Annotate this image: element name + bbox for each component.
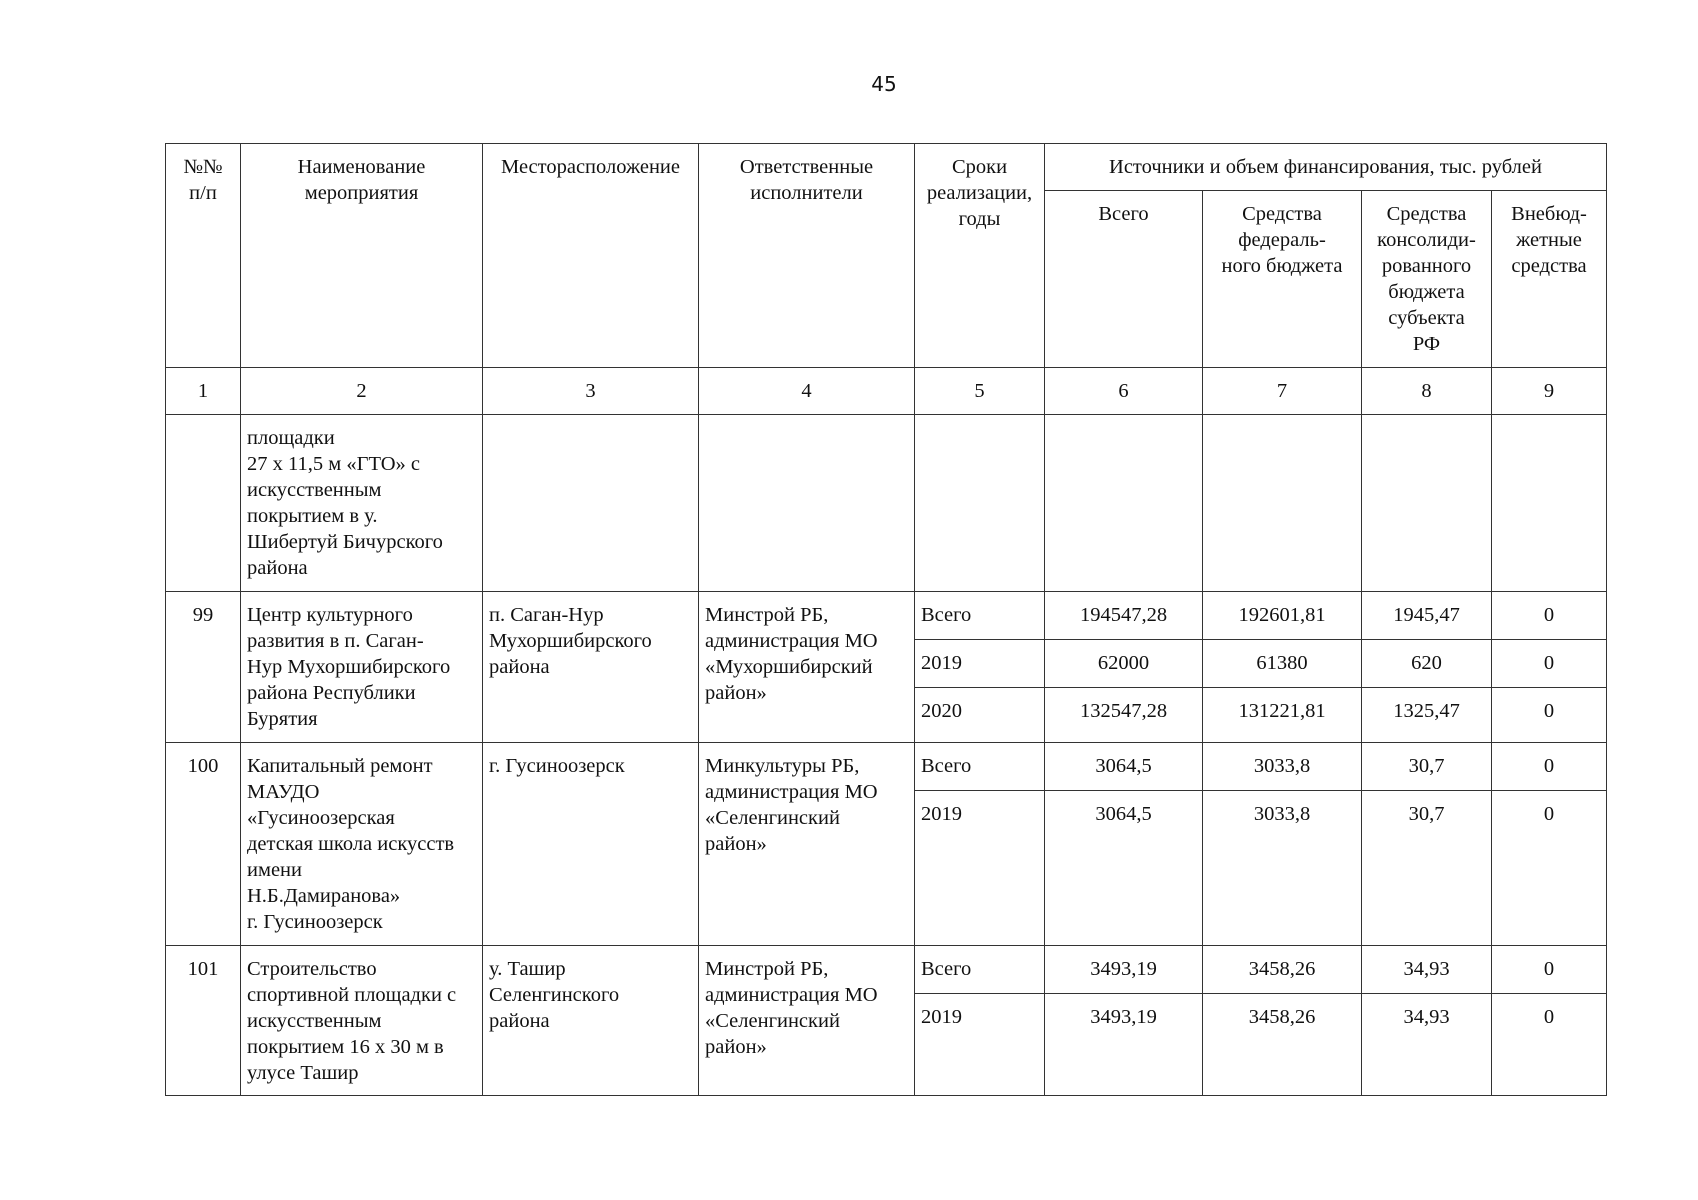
row-period: 2019 (915, 791, 1045, 946)
cell-empty (1362, 415, 1492, 592)
row-location: г. Гусиноозерск (483, 743, 699, 946)
column-number: 9 (1492, 368, 1607, 415)
row-regional: 30,7 (1362, 743, 1492, 791)
table-row (166, 743, 1607, 791)
header-location: Месторасположение (483, 144, 699, 368)
financing-table (165, 143, 1607, 1096)
header-periods: Сроки реализации, годы (915, 144, 1045, 368)
cell-empty (166, 415, 241, 592)
row-executors: Минстрой РБ, администрация МО «Селенгинский район» (699, 946, 915, 1096)
header-total: Всего (1045, 191, 1203, 368)
header-executors: Ответственные исполнители (699, 144, 915, 368)
row-total: 3493,19 (1045, 994, 1203, 1096)
row-extra: 0 (1492, 592, 1607, 640)
row-regional: 34,93 (1362, 946, 1492, 994)
column-number: 7 (1203, 368, 1362, 415)
column-number: 4 (699, 368, 915, 415)
row-extra: 0 (1492, 946, 1607, 994)
row-period: Всего (915, 946, 1045, 994)
table-row (166, 592, 1607, 640)
row-extra: 0 (1492, 994, 1607, 1096)
row-regional: 30,7 (1362, 791, 1492, 946)
row-total: 132547,28 (1045, 688, 1203, 743)
cell-empty (1203, 415, 1362, 592)
row-federal: 3458,26 (1203, 946, 1362, 994)
row-executors: Минкультуры РБ, администрация МО «Селенгинский район» (699, 743, 915, 946)
row-location: п. Саган-Нур Мухоршибирского района (483, 592, 699, 743)
row-regional: 1325,47 (1362, 688, 1492, 743)
row-federal: 61380 (1203, 640, 1362, 688)
row-extra: 0 (1492, 791, 1607, 946)
cell-empty (483, 415, 699, 592)
row-federal: 3458,26 (1203, 994, 1362, 1096)
row-regional: 620 (1362, 640, 1492, 688)
row-extra: 0 (1492, 743, 1607, 791)
row-name: Капитальный ремонт МАУДО «Гусиноозерская детская школа искусств имени Н.Б.Дамиранова» г. Гусиноозерск (241, 743, 483, 946)
column-number: 6 (1045, 368, 1203, 415)
continuation-row (166, 415, 1607, 592)
column-number: 1 (166, 368, 241, 415)
row-federal: 131221,81 (1203, 688, 1362, 743)
row-num: 99 (166, 592, 241, 743)
row-period: Всего (915, 592, 1045, 640)
row-federal: 192601,81 (1203, 592, 1362, 640)
row-total: 62000 (1045, 640, 1203, 688)
row-extra: 0 (1492, 640, 1607, 688)
row-total: 3064,5 (1045, 791, 1203, 946)
row-name: Строительство спортивной площадки с искусственным покрытием 16 х 30 м в улусе Ташир (241, 946, 483, 1096)
column-number: 5 (915, 368, 1045, 415)
header-num: №№ п/п (166, 144, 241, 368)
header-federal: Средства федераль- ного бюджета (1203, 191, 1362, 368)
header-name: Наименование мероприятия (241, 144, 483, 368)
row-period: 2019 (915, 994, 1045, 1096)
row-total: 3493,19 (1045, 946, 1203, 994)
header-extra: Внебюд- жетные средства (1492, 191, 1607, 368)
row-location: у. Ташир Селенгинского района (483, 946, 699, 1096)
row-federal: 3033,8 (1203, 743, 1362, 791)
row-name: Центр культурного развития в п. Саган- Нур Мухоршибирского района Республики Бурятия (241, 592, 483, 743)
column-number: 3 (483, 368, 699, 415)
row-period: Всего (915, 743, 1045, 791)
row-regional: 1945,47 (1362, 592, 1492, 640)
row-total: 194547,28 (1045, 592, 1203, 640)
row-extra: 0 (1492, 688, 1607, 743)
cell-empty (1045, 415, 1203, 592)
column-number: 2 (241, 368, 483, 415)
page-number: 45 (871, 72, 897, 96)
cell-empty (1492, 415, 1607, 592)
header-regional: Средства консолиди- рованного бюджета субъекта РФ (1362, 191, 1492, 368)
column-numbers-row (166, 368, 1607, 415)
row-total: 3064,5 (1045, 743, 1203, 791)
cell-empty (915, 415, 1045, 592)
column-number: 8 (1362, 368, 1492, 415)
row-regional: 34,93 (1362, 994, 1492, 1096)
row-num: 100 (166, 743, 241, 946)
cell-empty (699, 415, 915, 592)
header-row (166, 144, 1607, 191)
continuation-name: площадки 27 х 11,5 м «ГТО» с искусственным покрытием в у. Шибертуй Бичурского района (241, 415, 483, 592)
header-financing-group: Источники и объем финансирования, тыс. рублей (1045, 144, 1607, 191)
table-row (166, 946, 1607, 994)
row-executors: Минстрой РБ, администрация МО «Мухоршибирский район» (699, 592, 915, 743)
row-period: 2020 (915, 688, 1045, 743)
row-federal: 3033,8 (1203, 791, 1362, 946)
row-period: 2019 (915, 640, 1045, 688)
row-num: 101 (166, 946, 241, 1096)
